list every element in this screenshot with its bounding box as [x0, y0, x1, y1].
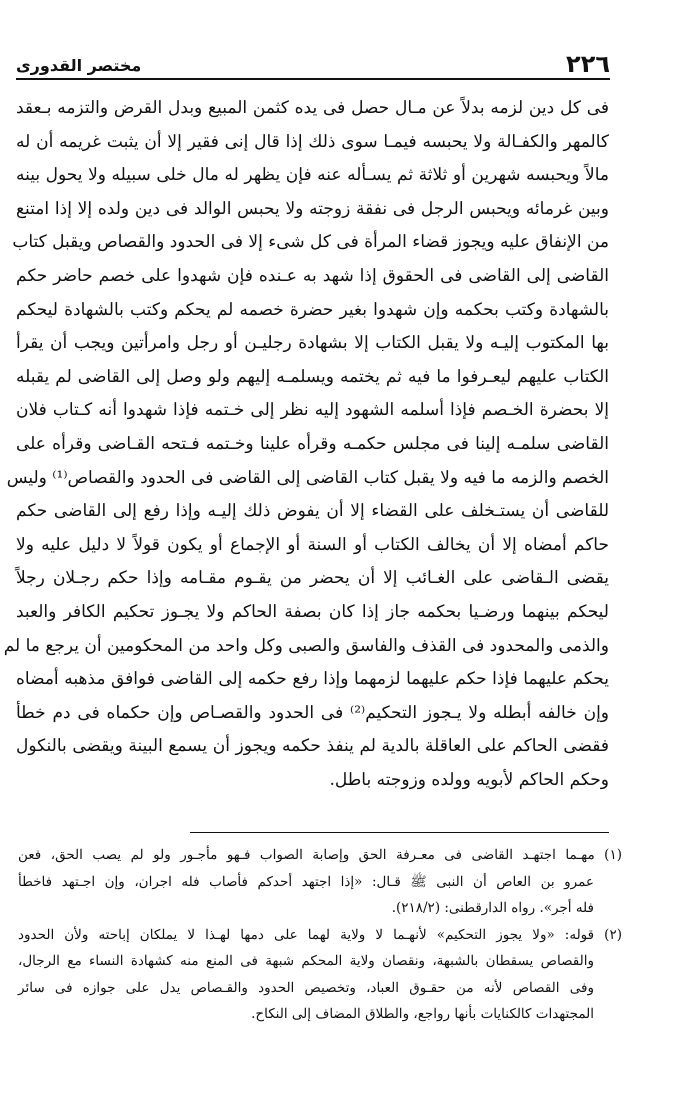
text-line: حاكم أمضاه إلا أن يخالف الكتاب أو السنة أو الإجماع أو يكون قولاً لا دليل عليه ولا — [16, 534, 609, 555]
main-text — [3, 92, 609, 797]
footnote-line: فله أجر». رواه الدارقطنى: (٢١٨/٢). — [391, 900, 594, 916]
footnote-line: (٢) قوله: «ولا يجوز التحكيم» لأنهـما لا ولاية لهما على دمها لهـذا لا يملكان إباحته ولأن الحدود — [18, 926, 622, 943]
text-line: يحكم عليهما فإذا حكم عليهما لزمهما وإذا رفع حكمه إلى القاضى فوافق مذهبه أمضاه — [16, 669, 609, 690]
text-line: القاضى إلى القاضى فى الحقوق إذا شهد به عـنده فإن شهدوا على خصم حاضر حكم — [16, 265, 609, 286]
footnotes — [18, 842, 622, 1028]
text-line: القاضى سلمـه إلينا فى مجلس حكمـه وقرأه علينا وخـتمه فـتحه القـاضى وقرأه على — [16, 433, 609, 454]
footnote-line: عمرو بن العاص أن النبى ﷺ قـال: «إذا اجتهد أحدكم فأصاب فله اجران، وإن اجـتهد فاخطأ — [18, 873, 594, 890]
text-line: إلا بحضرة الخـصم فإذا أسلمه الشهود إليه نظر إلى خـتمه فإذا شهدوا أنه كـتاب فلان — [16, 400, 609, 421]
text-line: وإن خالفه أبطله ولا يـجوز التحكيم⁽²⁾ فى الحدود والقصـاص وإن حكماه فى دم خطأ — [16, 702, 609, 723]
text-line: من الإنفاق عليه ويجوز قضاء المرأة فى كل شىء إلا فى الحدود والقصاص ويقبل كتاب — [12, 232, 609, 253]
text-line: يقضى الـقاضى على الغـائب إلا أن يحضر من يقـوم مقـامه وإذا حكم رجـلان رجلاً — [16, 568, 609, 589]
text-line: وبين غرمائه ويحبس الرجل فى نفقة زوجته ولا يحبس الوالد فى دين ولده إلا إذا امتنع — [16, 198, 609, 219]
text-line: فى كل دين لزمه بدلاً عن مـال حصل فى يده كثمن المبيع وبدل القرض والتزمه بـعقد — [16, 98, 609, 118]
footnote-1 — [18, 842, 622, 922]
text-line: الكتاب عليهم ليعـرفوا ما فيه ثم يختمه ويسلمـه إليهم ولو وصل إلى القاضى لم يقبله — [16, 366, 609, 387]
text-line: والذمى والمحدود فى القذف والفاسق والصبى وكل واحد من المحكومين أن يرجع ما لم — [3, 635, 609, 656]
book-title: مختصر القدورى — [16, 56, 142, 75]
page-number: ٢٢٦ — [566, 50, 610, 78]
text-line: ليحكم بينهما ورضـيا بحكمه جاز إذا كان بصفة الحاكم ولا يجـوز تحكيم الكافر والعبد — [16, 601, 609, 622]
text-line: بها المكتوب إليـه ولا يقبل الكتاب إلا بشهادة رجليـن أو رجل وامرأتين ويجب أن يقرأ — [16, 333, 609, 354]
text-line: وحكم الحاكم لأبويه وولده وزوجته باطل. — [329, 769, 609, 790]
footnote-line: والقصاص يسقطان بالشبهة، ونقصان ولاية المحكم شبهة فى المنع منه كشهادة النساء مع الرجال، — [18, 953, 594, 969]
text-line: للقاضى أن يستـخلف على القضاء إلا أن يفوض ذلك إليـه وإذا رفع إلى القاضى حكم — [16, 501, 609, 522]
text-line: فقضى الحاكم على العاقلة بالدية لم ينفذ حكمه ويجوز أن يسمع البينة ويقضى بالنكول — [16, 736, 609, 757]
footnote-line: المجتهدات كالكنايات بأنها رواجع، والطلاق المضاف إلى النكاح. — [251, 1006, 594, 1022]
footnote-separator — [190, 832, 609, 833]
text-line: بالشهادة وكتب بحكمه وإن شهدوا بغير حضرة خصمه لم يحكم وكتب بالشهادة ليحكم — [16, 299, 609, 320]
text-line: كالمهر والكفـالة ولا يحبسه فيمـا سوى ذلك إذا قال إنى فقير إلا أن يثبت غريمه أن له — [16, 131, 609, 152]
page-header — [16, 46, 610, 80]
footnote-line: وفى القصاص لأنه من حقـوق العباد، وتخصيص الحدود والقـصاص يدل على جوازه فى سائر — [18, 979, 594, 996]
footnote-2 — [18, 922, 622, 1028]
text-line: مالاً ويحبسه شهرين أو ثلاثة ثم يسـأله عنه فإن يظهر له مال خلى سبيله ولا يحول بينه — [16, 165, 609, 186]
text-line: الخصم والزمه ما فيه ولا يقبل كتاب القاضى إلى القاضى فى الحدود والقصاص⁽¹⁾ وليس — [6, 467, 609, 488]
footnote-line: (١) مهـما اجتهـد القاضى فى معـرفة الحق وإصابة الصواب فـهو مأجـور ولو لم يصب الحق، فعن — [18, 847, 622, 863]
